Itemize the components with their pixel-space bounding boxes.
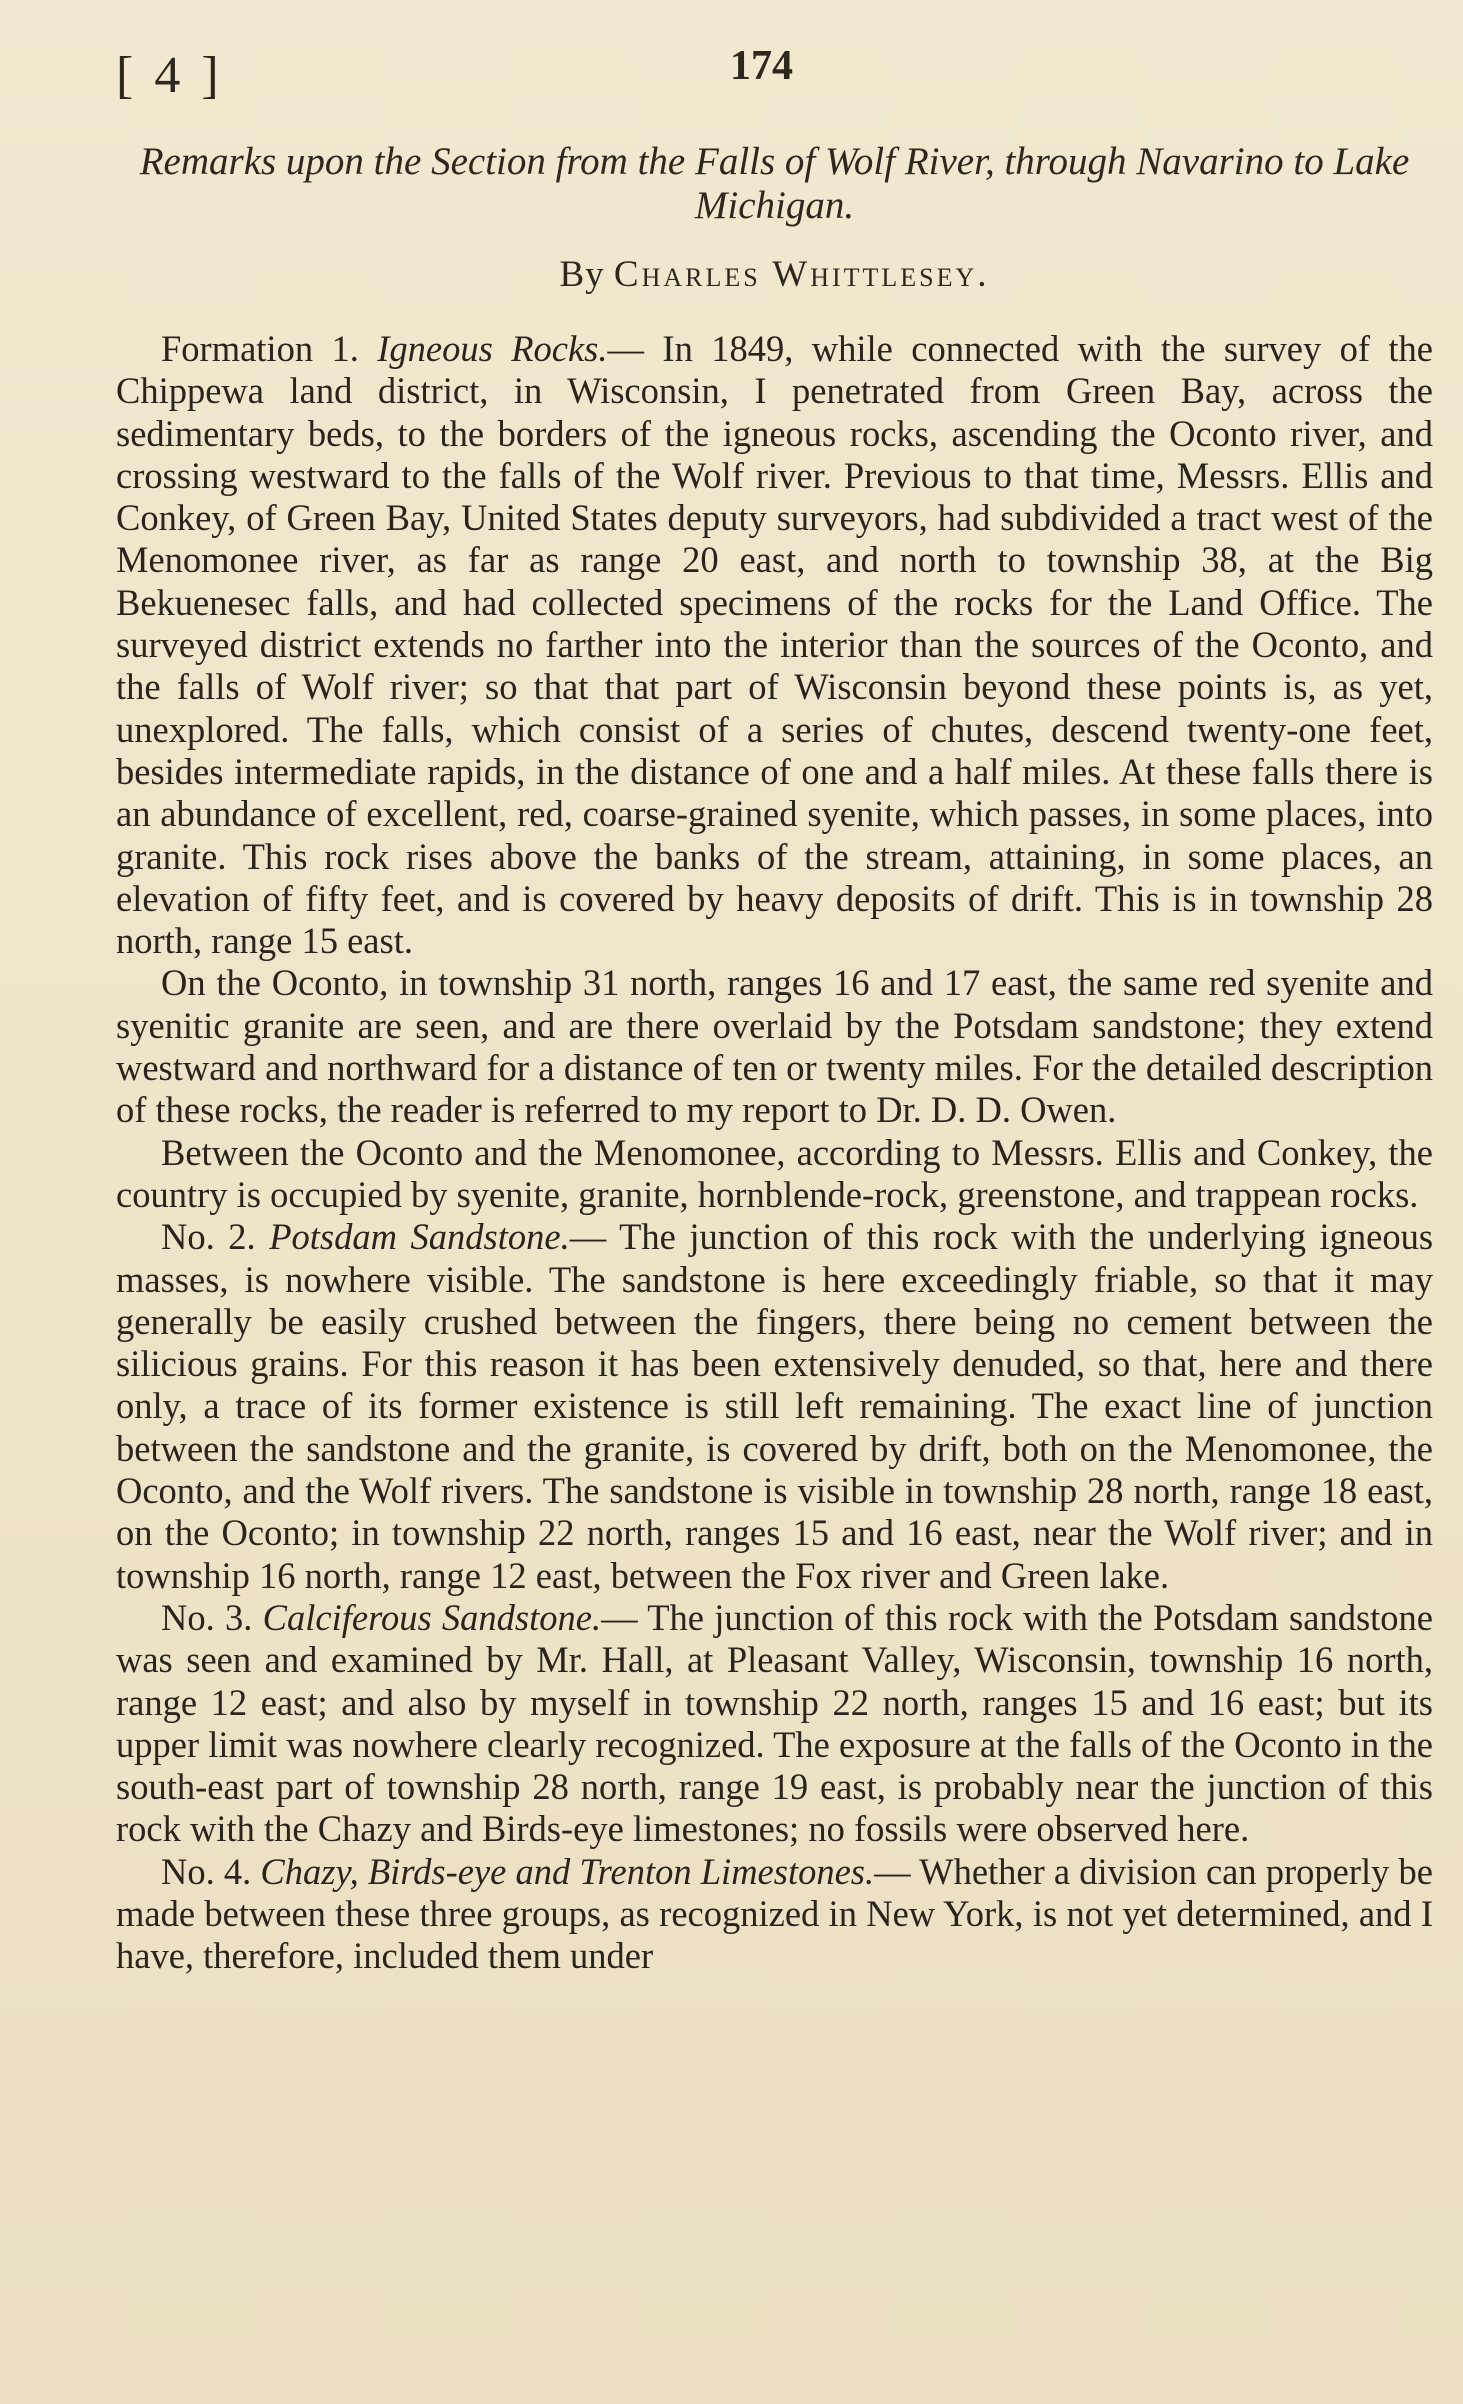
formation-number: No. 3. — [161, 1596, 253, 1638]
paragraph-text: On the Oconto, in township 31 north, ranges 16 and 17 east, the same red syenite and syenitic granite are seen, and are there overlaid by the Potsdam sandstone; they extend westward and northward for a distance of ten or twenty miles. For the detailed description of these rocks, the reader is referred to my report to Dr. D. D. Owen. — [116, 962, 1433, 1131]
page-number: 174 — [730, 43, 793, 89]
paragraph — [116, 1132, 1433, 1217]
author-name: Charles Whittlesey. — [613, 254, 990, 295]
byline-by: By — [559, 254, 605, 295]
paragraph-text: Between the Oconto and the Menomonee, according to Messrs. Ellis and Conkey, the country is occupied by syenite, granite, hornblende-rock, greenstone, and trappean rocks. — [116, 1131, 1433, 1215]
section-heading: Chazy, Birds-eye and Trenton Limestones. — [260, 1850, 875, 1892]
article-body — [116, 328, 1433, 1978]
signature-mark: [ 4 ] — [116, 47, 223, 104]
byline — [116, 253, 1433, 296]
paragraph — [116, 328, 1433, 962]
paragraph — [116, 1216, 1433, 1597]
paragraph-text: — The junction of this rock with the Potsdam sandstone was seen and examined by Mr. Hall, at Pleasant Valley, Wisconsin, township 16 north, range 12 east; and also by myself in township 22 north, ranges 15 and 16 east; but its upper limit was nowhere clearly recognized. The exposure at the falls of the Oconto in the south-east part of township 28 north, range 19 east, is probably near the junction of this rock with the Chazy and Birds-eye limestones; no fossils were observed here. — [116, 1596, 1434, 1850]
paragraph — [116, 1597, 1433, 1851]
formation-number: No. 4. — [161, 1850, 252, 1892]
section-heading: Calciferous Sandstone. — [262, 1596, 602, 1638]
formation-number: Formation 1. — [161, 328, 359, 369]
paragraph — [116, 1851, 1433, 1978]
article-title: Remarks upon the Section from the Falls of Wolf River, through Navarino to Lake Michigan. — [139, 140, 1410, 227]
formation-number: No. 2. — [161, 1216, 256, 1258]
paragraph-text: — In 1849, while connected with the survey of the Chippewa land district, in Wisconsin, I penetrated from Green Bay, across the sedimentary beds, to the borders of the igneous rocks, ascending the Oconto river, and crossing westward to the falls of the Wolf river. Previous to that time, Messrs. Ellis and Conkey, of Green Bay, United States deputy surveyors, had subdivided a tract west of the Menomonee river, as far as range 20 east, and north to township 38, at the Big Bekuenesec falls, and had collected specimens of the rocks for the Land Office. The surveyed district extends no farther into the interior than the sources of the Oconto, and the falls of Wolf river; so that that part of Wisconsin beyond these points is, as yet, unexplored. The falls, which consist of a series of chutes, descend twenty-one feet, besides intermediate rapids, in the distance of one and a half miles. At these falls there is an abundance of excellent, red, coarse-grained syenite, which passes, in some places, into granite. This rock rises above the banks of the stream, attaining, in some places, an elevation of fifty feet, and is covered by heavy deposits of drift. This is in township 28 north, range 15 east. — [116, 328, 1433, 962]
paragraph-text: — The junction of this rock with the underlying igneous masses, is nowhere visible. The sandstone is here exceedingly friable, so that it may generally be easily crushed between the fingers, there being no cement between the silicious grains. For this reason it has been extensively denuded, so that, here and there only, a trace of its former existence is still left remaining. The exact line of junction between the sandstone and the granite, is covered by drift, both on the Menomonee, the Oconto, and the Wolf rivers. The sandstone is visible in township 28 north, range 18 east, on the Oconto; in township 22 north, ranges 15 and 16 east, near the Wolf river; and in township 16 north, range 12 east, between the Fox river and Green lake. — [116, 1216, 1434, 1596]
section-heading: Potsdam Sandstone. — [269, 1216, 570, 1258]
paragraph — [116, 962, 1433, 1131]
section-heading: Igneous Rocks. — [377, 328, 608, 369]
paragraph-text: — Whether a division can properly be made between these three groups, as recognized in New York, is not yet determined, and I have, therefore, included them under — [116, 1850, 1434, 1977]
